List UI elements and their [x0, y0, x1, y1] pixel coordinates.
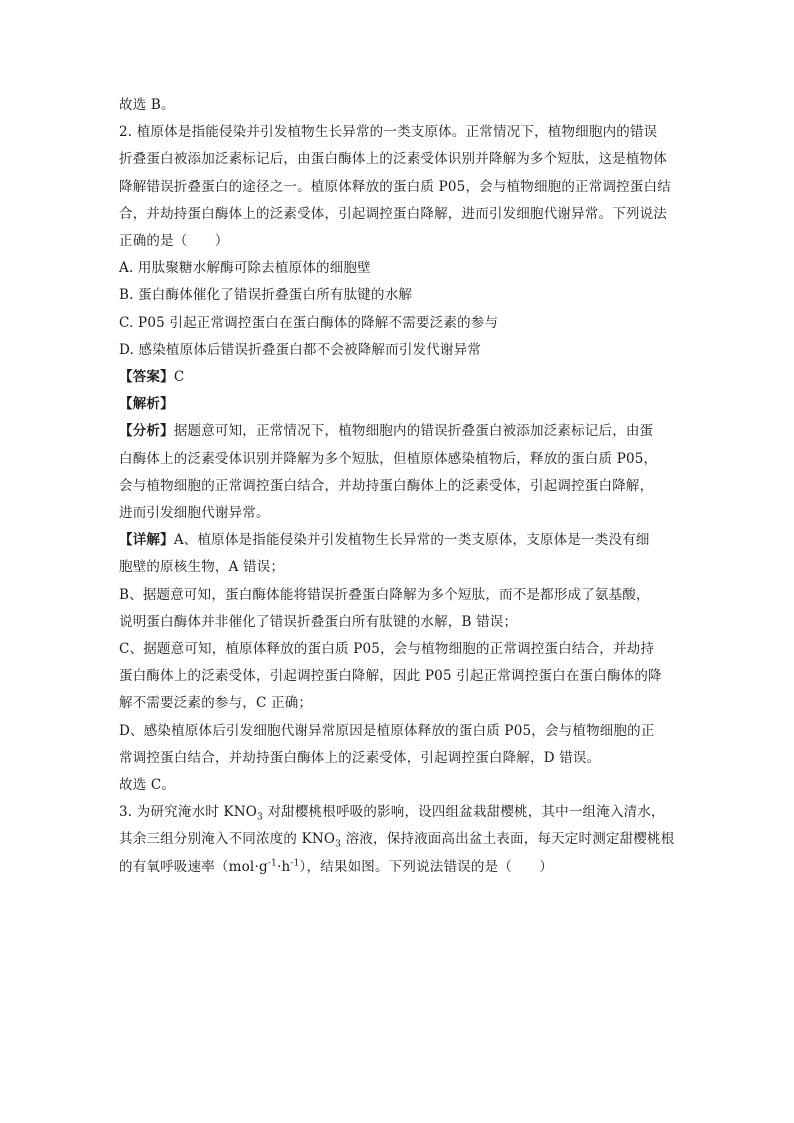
question-2 [119, 119, 679, 799]
superscript: -1 [290, 858, 300, 869]
xiangjie-line: 蛋白酶体上的泛素受体，引起调控蛋白降解，因此 P05 引起正常调控蛋白在蛋白酶体的降 [119, 668, 662, 685]
question-stem-line: 降解错误折叠蛋白的途径之一。植原体释放的蛋白质 P05，会与植物细胞的正常调控蛋白结 [119, 178, 671, 195]
question-stem-line [119, 826, 679, 853]
option-c: C. P05 引起正常调控蛋白在蛋白酶体的降解不需要泛素的参与 [119, 314, 499, 331]
subscript: 3 [257, 812, 263, 823]
question-3 [119, 799, 679, 881]
answer-tag: 【答案】 [119, 369, 174, 386]
document-content [119, 92, 679, 881]
answer-line [119, 364, 679, 391]
xiangjie-line [119, 527, 679, 554]
question-stem-line: 合，并劫持蛋白酶体上的泛素受体，引起调控蛋白降解，进而引发细胞代谢异常。下列说法 [119, 205, 667, 222]
analysis-tag: 【解析】 [119, 396, 174, 413]
xiangjie-tag: 【详解】 [119, 532, 174, 549]
question-2-conclusion: 故选 C。 [119, 777, 176, 794]
fenxi-line: 会与植物细胞的正常调控蛋白结合，并劫持蛋白酶体上的泛素受体，引起调控蛋白降解， [119, 477, 654, 494]
xiangjie-line: D、感染植原体后引发细胞代谢异常原因是植原体释放的蛋白质 P05，会与植物细胞的正 [119, 722, 655, 739]
question-stem-line [119, 799, 679, 826]
question-stem-line [119, 854, 679, 881]
stem-text: 3. 为研究淹水时 KNO [119, 804, 258, 821]
question-stem-line: 正确的是（ ） [119, 233, 229, 250]
stem-text: 对甜樱桃根呼吸的影响，设四组盆栽甜樱桃，其中一组淹入清水， [262, 804, 665, 821]
question-stem-line: 折叠蛋白被添加泛素标记后，由蛋白酶体上的泛素受体识别并降解为多个短肽，这是植物体 [119, 151, 667, 168]
subscript: 3 [335, 840, 342, 851]
stem-text: ），结果如图。下列说法错误的是（ ） [299, 858, 554, 875]
option-b: B. 蛋白酶体催化了错误折叠蛋白所有肽键的水解 [119, 287, 413, 304]
xiangjie-line: 说明蛋白酶体并非催化了错误折叠蛋白所有肽键的水解，B 错误； [119, 613, 518, 630]
option-a: A. 用肽聚糖水解酶可除去植原体的细胞壁 [119, 260, 371, 277]
answer-value: C [173, 369, 185, 386]
question-stem-line: 2. 植原体是指能侵染并引发植物生长异常的一类支原体。正常情况下，植物细胞内的错误 [119, 124, 658, 141]
xiangjie-text: A、植原体是指能侵染并引发植物生长异常的一类支原体，支原体是一类没有细 [173, 532, 650, 549]
fenxi-tag: 【分析】 [119, 423, 174, 440]
stem-text: 溶液，保持液面高出盆土表面，每天定时测定甜樱桃根 [341, 831, 675, 848]
fenxi-line: 进而引发细胞代谢异常。 [119, 505, 270, 522]
previous-conclusion: 故选 B。 [119, 97, 175, 113]
fenxi-line [119, 418, 679, 445]
xiangjie-line: 胞壁的原核生物，A 错误； [119, 559, 285, 576]
fenxi-line: 白酶体上的泛素受体识别并降解为多个短肽，但植原体感染植物后，释放的蛋白质 P05， [119, 450, 658, 467]
fenxi-text: 据题意可知，正常情况下，植物细胞内的错误折叠蛋白被添加泛素标记后，由蛋 [173, 423, 654, 440]
option-d: D. 感染植原体后错误折叠蛋白都不会被降解而引发代谢异常 [119, 341, 482, 358]
xiangjie-line: 解不需要泛素的参与，C 正确； [119, 695, 313, 712]
xiangjie-line: B、据题意可知，蛋白酶体能将错误折叠蛋白降解为多个短肽，而不是都形成了氨基酸， [119, 586, 650, 603]
stem-text: 其余三组分别淹入不同浓度的 KNO [119, 831, 336, 848]
stem-text: ·h [276, 858, 291, 875]
xiangjie-line: 常调控蛋白结合，并劫持蛋白酶体上的泛素受体，引起调控蛋白降解，D 错误。 [119, 749, 601, 766]
xiangjie-line: C、据题意可知，植原体释放的蛋白质 P05，会与植物细胞的正常调控蛋白结合，并劫持 [119, 641, 655, 658]
stem-text: 的有氧呼吸速率（mol·g [119, 858, 268, 875]
superscript: -1 [267, 858, 277, 869]
